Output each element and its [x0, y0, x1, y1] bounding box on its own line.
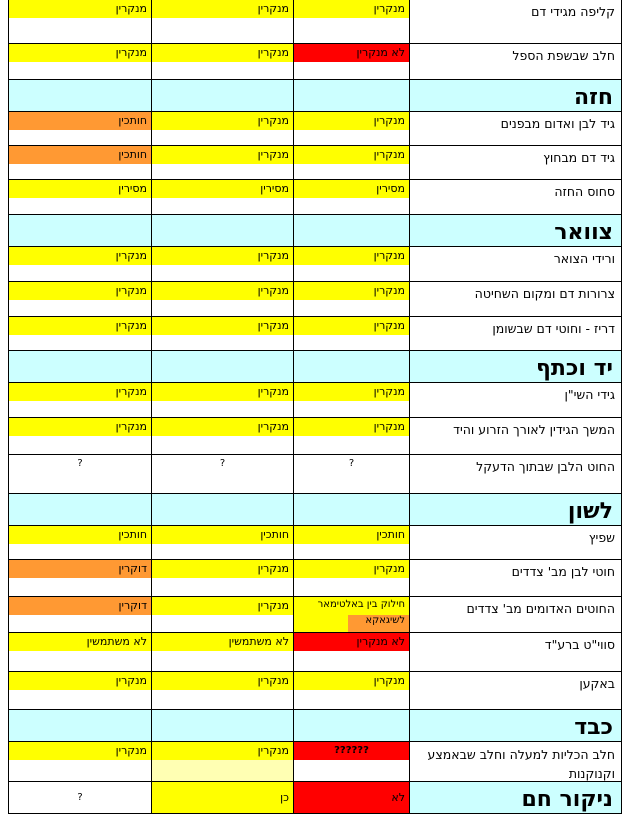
cell-value: מנקרין [257, 744, 289, 757]
row-label: החוט הלבן שבתוך הדעקל [476, 459, 615, 474]
cell-value: מנקרין [373, 674, 405, 687]
table-row [0, 247, 630, 282]
table-row [0, 560, 630, 597]
cell[interactable] [8, 215, 152, 247]
cell-value: חילוק בין באלטימאר לשיגאקא [317, 599, 405, 626]
cell-value: מנקרין [115, 385, 147, 398]
cell-value: מנקרין [373, 420, 405, 433]
cell[interactable] [152, 560, 294, 597]
cell[interactable] [410, 742, 622, 782]
cell[interactable] [152, 633, 294, 672]
cell[interactable] [152, 0, 294, 44]
section-title: צוואר [554, 220, 613, 245]
cell[interactable] [152, 742, 294, 782]
cell-value: ?????? [334, 745, 369, 756]
cell[interactable] [8, 317, 152, 351]
cell[interactable] [8, 146, 152, 180]
cell-value: מנקרין [115, 46, 147, 59]
table-row [0, 597, 630, 633]
cell[interactable] [152, 180, 294, 215]
cell[interactable] [410, 633, 622, 672]
cell-value: חותכין [376, 528, 405, 541]
table-row [0, 672, 630, 710]
cell-value: מנקרין [257, 562, 289, 575]
cell-value: מנקרין [373, 249, 405, 262]
cell-value: ? [77, 458, 83, 469]
cell[interactable] [152, 526, 294, 560]
cell[interactable] [152, 317, 294, 351]
cell-value: מנקרין [257, 114, 289, 127]
cell-value: ? [348, 458, 355, 469]
cell-value: מנקרין [373, 385, 405, 398]
cell[interactable] [294, 247, 410, 282]
cell[interactable] [152, 494, 294, 526]
cell-value: מנקרין [257, 674, 289, 687]
cell[interactable] [152, 112, 294, 146]
cell-value: לא משתמשין [86, 635, 147, 648]
cell[interactable] [294, 710, 410, 742]
row-label: החוטים האדומים מב' צדדים [466, 601, 615, 616]
cell-value: מנקרין [115, 284, 147, 297]
table-row [0, 383, 630, 418]
cell[interactable] [410, 782, 622, 814]
cell-value: דוקרין [118, 599, 147, 612]
cell-value: לא [391, 791, 405, 804]
cell[interactable] [410, 351, 622, 383]
cell[interactable] [410, 247, 622, 282]
cell-value: מנקרין [257, 249, 289, 262]
cell[interactable] [410, 44, 622, 80]
row-label: סחוס החזה [554, 184, 615, 199]
cell[interactable] [410, 146, 622, 180]
cell-value: מנקרין [257, 284, 289, 297]
cell-value: מנקרין [257, 319, 289, 332]
cell-value: מנקרין [115, 2, 147, 15]
cell[interactable] [410, 112, 622, 146]
cell[interactable] [294, 80, 410, 112]
cell[interactable] [8, 0, 152, 44]
cell[interactable] [410, 418, 622, 455]
cell-value: מנקרין [115, 249, 147, 262]
section-row [0, 215, 630, 247]
table-row [0, 146, 630, 180]
row-label: ורידי הצואר [553, 251, 615, 266]
cell[interactable] [294, 418, 410, 455]
row-label: גיד דם מבחוץ [543, 150, 615, 165]
section-row [0, 782, 630, 814]
cell[interactable] [410, 455, 622, 494]
table-row [0, 455, 630, 494]
cell[interactable] [294, 494, 410, 526]
cell-value: ? [219, 458, 226, 469]
cell[interactable] [8, 247, 152, 282]
cell[interactable] [8, 44, 152, 80]
cell-value: לא מנקרין [356, 46, 405, 59]
cell-value: מנקרין [257, 2, 289, 15]
cell[interactable] [294, 180, 410, 215]
cell[interactable] [8, 672, 152, 710]
section-row [0, 710, 630, 742]
cell[interactable] [8, 597, 152, 633]
section-title: ניקור חם [521, 787, 613, 812]
cell-value: מנקרין [115, 319, 147, 332]
table-row [0, 317, 630, 351]
table-row [0, 526, 630, 560]
section-title: יד וכתף [536, 356, 613, 381]
cell[interactable] [152, 146, 294, 180]
cell-value: מסירין [118, 182, 147, 195]
cell-value: מנקרין [257, 599, 289, 612]
cell[interactable] [294, 282, 410, 317]
table-row [0, 44, 630, 80]
cell[interactable] [294, 782, 410, 814]
cell-value: מנקרין [373, 319, 405, 332]
cell-value: חותכין [118, 148, 147, 161]
cell[interactable] [152, 455, 294, 494]
cell[interactable] [410, 672, 622, 710]
cell-value: מנקרין [257, 148, 289, 161]
section-row [0, 351, 630, 383]
cell-value: מנקרין [115, 674, 147, 687]
table-row [0, 282, 630, 317]
table-row [0, 112, 630, 146]
cell[interactable] [294, 44, 410, 80]
cell[interactable] [152, 782, 294, 814]
cell-value: מנקרין [115, 744, 147, 757]
cell[interactable] [410, 282, 622, 317]
cell[interactable] [8, 351, 152, 383]
cell[interactable] [410, 180, 622, 215]
cell[interactable] [8, 710, 152, 742]
cell[interactable] [152, 80, 294, 112]
cell-value: מנקרין [115, 420, 147, 433]
cell[interactable] [294, 672, 410, 710]
cell-value: לא מנקרין [356, 635, 405, 648]
cell-value: מנקרין [373, 114, 405, 127]
cell[interactable] [8, 112, 152, 146]
cell[interactable] [410, 560, 622, 597]
cell[interactable] [410, 494, 622, 526]
cell-value: מנקרין [373, 2, 405, 15]
cell[interactable] [410, 597, 622, 633]
cell[interactable] [8, 180, 152, 215]
section-row [0, 80, 630, 112]
cell-value: חותכין [260, 528, 289, 541]
cell[interactable] [152, 418, 294, 455]
cell[interactable] [294, 526, 410, 560]
cell-value: ? [77, 792, 83, 803]
cell-value: דוקרין [118, 562, 147, 575]
table-row [0, 418, 630, 455]
section-title: לשון [567, 499, 613, 524]
table-row [0, 633, 630, 672]
cell[interactable] [410, 710, 622, 742]
cell[interactable] [294, 215, 410, 247]
cell-value: חותכין [118, 528, 147, 541]
cell[interactable] [8, 383, 152, 418]
cell[interactable] [410, 383, 622, 418]
cell-value: מנקרין [257, 46, 289, 59]
cell[interactable] [152, 383, 294, 418]
cell-value: לא משתמשין [228, 635, 289, 648]
cell-value: כן [280, 791, 289, 804]
cell-value: מנקרין [373, 148, 405, 161]
table-row [0, 742, 630, 782]
cell[interactable] [294, 597, 410, 633]
section-title: כבד [574, 715, 613, 740]
cell[interactable] [294, 317, 410, 351]
cell[interactable] [294, 0, 410, 44]
row-label: שפיץ [588, 530, 615, 545]
row-label: גיד לבן ואדום מבפנים [500, 116, 615, 131]
cell[interactable] [152, 282, 294, 317]
cell[interactable] [8, 742, 152, 782]
cell[interactable] [294, 560, 410, 597]
cell[interactable] [410, 80, 622, 112]
cell-value: מסירין [376, 182, 405, 195]
row-label: חוטי לבן מב' צדדים [511, 564, 615, 579]
row-label: המשך הגידין לאורך הזרוע והיד [453, 422, 615, 437]
row-label: קליפה מגידי דם [531, 4, 615, 19]
cell[interactable] [8, 560, 152, 597]
cell[interactable] [294, 742, 410, 782]
cell[interactable] [294, 383, 410, 418]
cell-value: חותכין [118, 114, 147, 127]
cell[interactable] [152, 351, 294, 383]
row-label: דריז - וחוטי דם שבשומן [492, 321, 615, 336]
cell[interactable] [410, 0, 622, 44]
row-label: צרורות דם ומקום השחיטה [474, 286, 615, 301]
cell[interactable] [294, 455, 410, 494]
cell[interactable] [152, 247, 294, 282]
table-row [0, 0, 630, 44]
table-row [0, 180, 630, 215]
cell[interactable] [8, 526, 152, 560]
section-title: חזה [573, 85, 613, 110]
cell[interactable] [410, 215, 622, 247]
cell-value: מנקרין [373, 562, 405, 575]
row-label: גידי השי"ן [564, 387, 615, 402]
row-label: סווי"ט ברע"ד [544, 637, 615, 652]
cell[interactable] [152, 597, 294, 633]
cell[interactable] [294, 351, 410, 383]
cell[interactable] [294, 146, 410, 180]
cell[interactable] [8, 282, 152, 317]
cell[interactable] [294, 633, 410, 672]
cell[interactable] [152, 672, 294, 710]
cell[interactable] [8, 455, 152, 494]
cell[interactable] [8, 633, 152, 672]
cell[interactable] [8, 418, 152, 455]
cell-value: מנקרין [373, 284, 405, 297]
cell[interactable] [8, 494, 152, 526]
cell-value: מסירין [260, 182, 289, 195]
cell[interactable] [8, 782, 152, 814]
cell[interactable] [410, 317, 622, 351]
cell[interactable] [294, 112, 410, 146]
row-label: חלב הכליות למעלה וחלב שבאמצע וקנוקנות [427, 747, 615, 781]
cell[interactable] [410, 526, 622, 560]
cell[interactable] [152, 710, 294, 742]
row-label: חלב שבשפת הספל [512, 48, 615, 63]
row-label: באקען [579, 676, 615, 691]
section-row [0, 494, 630, 526]
cell-value: מנקרין [257, 385, 289, 398]
cell[interactable] [152, 215, 294, 247]
cell-value: מנקרין [257, 420, 289, 433]
cell[interactable] [8, 80, 152, 112]
cell[interactable] [152, 44, 294, 80]
